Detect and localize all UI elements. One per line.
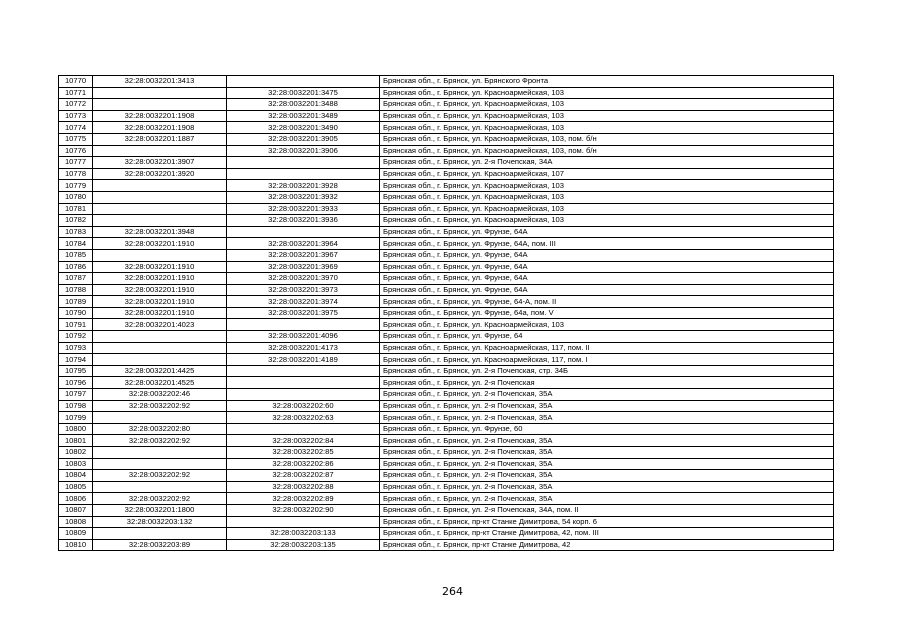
table-row [59, 528, 834, 540]
address-cell: Брянская обл., г. Брянск, ул. Фрунзе, 64 [380, 331, 834, 343]
address-cell: Брянская обл., г. Брянск, ул. Красноармейская, 103 [380, 180, 834, 192]
row-number-cell: 10796 [59, 377, 93, 389]
address-cell: Брянская обл., г. Брянск, ул. 2-я Почепская, 34А, пом. II [380, 504, 834, 516]
cadastral-number-cell: 32:28:0032201:3907 [93, 157, 227, 169]
table-row [59, 261, 834, 273]
table-row [59, 504, 834, 516]
row-number-cell: 10787 [59, 273, 93, 285]
object-cadastral-number-cell: 32:28:0032201:3906 [227, 145, 380, 157]
cadastral-number-cell: 32:28:0032202:92 [93, 470, 227, 482]
table-row [59, 145, 834, 157]
row-number-cell: 10783 [59, 226, 93, 238]
object-cadastral-number-cell: 32:28:0032201:4096 [227, 331, 380, 343]
row-number-cell: 10773 [59, 110, 93, 122]
table-row [59, 284, 834, 296]
address-cell: Брянская обл., г. Брянск, ул. Брянского Фронта [380, 76, 834, 88]
cadastral-number-cell [93, 481, 227, 493]
cadastral-number-cell: 32:28:0032201:4023 [93, 319, 227, 331]
cadastral-number-cell: 32:28:0032201:3948 [93, 226, 227, 238]
address-cell: Брянская обл., г. Брянск, ул. Красноармейская, 103 [380, 87, 834, 99]
object-cadastral-number-cell: 32:28:0032203:133 [227, 528, 380, 540]
address-cell: Брянская обл., г. Брянск, ул. Красноармейская, 103 [380, 215, 834, 227]
object-cadastral-number-cell [227, 76, 380, 88]
row-number-cell: 10788 [59, 284, 93, 296]
table-row [59, 365, 834, 377]
row-number-cell: 10775 [59, 133, 93, 145]
cadastral-number-cell: 32:28:0032201:1910 [93, 238, 227, 250]
table-row [59, 377, 834, 389]
address-cell: Брянская обл., г. Брянск, ул. Фрунзе, 64А [380, 226, 834, 238]
table-row [59, 354, 834, 366]
row-number-cell: 10793 [59, 342, 93, 354]
table-row [59, 133, 834, 145]
table-row [59, 435, 834, 447]
address-cell: Брянская обл., г. Брянск, ул. 2-я Почепская, 35А [380, 493, 834, 505]
row-number-cell: 10804 [59, 470, 93, 482]
address-cell: Брянская обл., г. Брянск, ул. Фрунзе, 64А [380, 249, 834, 261]
object-cadastral-number-cell: 32:28:0032202:87 [227, 470, 380, 482]
row-number-cell: 10772 [59, 99, 93, 111]
address-cell: Брянская обл., г. Брянск, ул. Красноармейская, 107 [380, 168, 834, 180]
object-cadastral-number-cell: 32:28:0032201:4173 [227, 342, 380, 354]
cadastral-number-cell [93, 331, 227, 343]
object-cadastral-number-cell: 32:28:0032202:63 [227, 412, 380, 424]
table-row [59, 180, 834, 192]
cadastral-number-cell [93, 342, 227, 354]
cadastral-number-cell: 32:28:0032201:4425 [93, 365, 227, 377]
object-cadastral-number-cell: 32:28:0032201:3489 [227, 110, 380, 122]
table-row [59, 99, 834, 111]
address-cell: Брянская обл., г. Брянск, ул. Красноармейская, 103 [380, 191, 834, 203]
cadastral-number-cell [93, 145, 227, 157]
row-number-cell: 10784 [59, 238, 93, 250]
address-cell: Брянская обл., г. Брянск, ул. 2-я Почепская, 35А [380, 458, 834, 470]
cadastral-number-cell [93, 412, 227, 424]
object-cadastral-number-cell [227, 516, 380, 528]
table-row [59, 331, 834, 343]
address-cell: Брянская обл., г. Брянск, ул. 2-я Почепская, 35А [380, 400, 834, 412]
address-cell: Брянская обл., г. Брянск, ул. Красноармейская, 117, пом. I [380, 354, 834, 366]
table-row [59, 423, 834, 435]
table-row [59, 76, 834, 88]
address-cell: Брянская обл., г. Брянск, ул. Красноармейская, 103 [380, 99, 834, 111]
row-number-cell: 10786 [59, 261, 93, 273]
address-cell: Брянская обл., г. Брянск, пр-кт Станке Димитрова, 54 корп. 6 [380, 516, 834, 528]
cadastral-number-cell [93, 180, 227, 192]
cadastral-number-cell: 32:28:0032201:3920 [93, 168, 227, 180]
row-number-cell: 10808 [59, 516, 93, 528]
page-number: 264 [442, 585, 463, 598]
object-cadastral-number-cell: 32:28:0032202:86 [227, 458, 380, 470]
address-cell: Брянская обл., г. Брянск, ул. Фрунзе, 64А [380, 284, 834, 296]
address-cell: Брянская обл., г. Брянск, ул. Фрунзе, 64А, пом. III [380, 238, 834, 250]
cadastral-number-cell [93, 203, 227, 215]
object-cadastral-number-cell: 32:28:0032201:3973 [227, 284, 380, 296]
cadastral-table [58, 75, 834, 551]
object-cadastral-number-cell [227, 365, 380, 377]
cadastral-number-cell: 32:28:0032201:3413 [93, 76, 227, 88]
object-cadastral-number-cell: 32:28:0032201:4189 [227, 354, 380, 366]
table-row [59, 307, 834, 319]
cadastral-number-cell [93, 458, 227, 470]
object-cadastral-number-cell [227, 423, 380, 435]
cadastral-number-cell: 32:28:0032202:46 [93, 389, 227, 401]
object-cadastral-number-cell: 32:28:0032202:89 [227, 493, 380, 505]
table-row [59, 122, 834, 134]
row-number-cell: 10777 [59, 157, 93, 169]
cadastral-number-cell: 32:28:0032202:80 [93, 423, 227, 435]
object-cadastral-number-cell: 32:28:0032201:3969 [227, 261, 380, 273]
row-number-cell: 10802 [59, 447, 93, 459]
cadastral-number-cell [93, 99, 227, 111]
cadastral-number-cell: 32:28:0032201:1910 [93, 273, 227, 285]
row-number-cell: 10770 [59, 76, 93, 88]
address-cell: Брянская обл., г. Брянск, ул. 2-я Почепская, стр. 34Б [380, 365, 834, 377]
object-cadastral-number-cell: 32:28:0032201:3970 [227, 273, 380, 285]
cadastral-number-cell: 32:28:0032201:1910 [93, 284, 227, 296]
address-cell: Брянская обл., г. Брянск, ул. 2-я Почепская [380, 377, 834, 389]
row-number-cell: 10794 [59, 354, 93, 366]
row-number-cell: 10785 [59, 249, 93, 261]
cadastral-number-cell [93, 354, 227, 366]
object-cadastral-number-cell: 32:28:0032201:3932 [227, 191, 380, 203]
table-row [59, 342, 834, 354]
address-cell: Брянская обл., г. Брянск, ул. 2-я Почепская, 35А [380, 470, 834, 482]
cadastral-number-cell: 32:28:0032201:1908 [93, 122, 227, 134]
row-number-cell: 10798 [59, 400, 93, 412]
cadastral-number-cell: 32:28:0032202:92 [93, 435, 227, 447]
table-row [59, 481, 834, 493]
table-row [59, 493, 834, 505]
address-cell: Брянская обл., г. Брянск, ул. Красноармейская, 103 [380, 122, 834, 134]
row-number-cell: 10771 [59, 87, 93, 99]
table-row [59, 458, 834, 470]
row-number-cell: 10807 [59, 504, 93, 516]
object-cadastral-number-cell [227, 389, 380, 401]
address-cell: Брянская обл., г. Брянск, ул. Фрунзе, 64-А, пом. II [380, 296, 834, 308]
cadastral-number-cell: 32:28:0032202:92 [93, 493, 227, 505]
cadastral-number-cell [93, 528, 227, 540]
address-cell: Брянская обл., г. Брянск, ул. Красноармейская, 103 [380, 319, 834, 331]
row-number-cell: 10803 [59, 458, 93, 470]
cadastral-number-cell: 32:28:0032202:92 [93, 400, 227, 412]
address-cell: Брянская обл., г. Брянск, ул. Красноармейская, 117, пом. II [380, 342, 834, 354]
cadastral-number-cell: 32:28:0032201:1800 [93, 504, 227, 516]
cadastral-number-cell [93, 447, 227, 459]
address-cell: Брянская обл., г. Брянск, ул. 2-я Почепская, 35А [380, 447, 834, 459]
table-row [59, 412, 834, 424]
cadastral-number-cell [93, 249, 227, 261]
address-cell: Брянская обл., г. Брянск, ул. Фрунзе, 60 [380, 423, 834, 435]
row-number-cell: 10779 [59, 180, 93, 192]
row-number-cell: 10774 [59, 122, 93, 134]
address-cell: Брянская обл., г. Брянск, ул. 2-я Почепская, 35А [380, 412, 834, 424]
object-cadastral-number-cell [227, 226, 380, 238]
object-cadastral-number-cell: 32:28:0032201:3967 [227, 249, 380, 261]
object-cadastral-number-cell: 32:28:0032202:84 [227, 435, 380, 447]
object-cadastral-number-cell: 32:28:0032201:3933 [227, 203, 380, 215]
cadastral-number-cell [93, 215, 227, 227]
table-row [59, 516, 834, 528]
object-cadastral-number-cell: 32:28:0032201:3488 [227, 99, 380, 111]
cadastral-number-cell: 32:28:0032201:1887 [93, 133, 227, 145]
row-number-cell: 10799 [59, 412, 93, 424]
row-number-cell: 10791 [59, 319, 93, 331]
cadastral-number-cell: 32:28:0032201:1910 [93, 296, 227, 308]
address-cell: Брянская обл., г. Брянск, ул. Красноармейская, 103 [380, 110, 834, 122]
cadastral-number-cell: 32:28:0032201:1910 [93, 307, 227, 319]
object-cadastral-number-cell [227, 377, 380, 389]
object-cadastral-number-cell: 32:28:0032202:60 [227, 400, 380, 412]
address-cell: Брянская обл., г. Брянск, ул. 2-я Почепская, 35А [380, 389, 834, 401]
row-number-cell: 10778 [59, 168, 93, 180]
cadastral-number-cell [93, 191, 227, 203]
object-cadastral-number-cell: 32:28:0032202:90 [227, 504, 380, 516]
row-number-cell: 10809 [59, 528, 93, 540]
cadastral-number-cell: 32:28:0032201:1910 [93, 261, 227, 273]
table-row [59, 87, 834, 99]
cadastral-number-cell [93, 87, 227, 99]
table-row [59, 238, 834, 250]
object-cadastral-number-cell [227, 168, 380, 180]
object-cadastral-number-cell [227, 157, 380, 169]
table-body [59, 76, 834, 551]
row-number-cell: 10801 [59, 435, 93, 447]
table-row [59, 296, 834, 308]
table-row [59, 157, 834, 169]
row-number-cell: 10792 [59, 331, 93, 343]
cadastral-number-cell: 32:28:0032203:89 [93, 539, 227, 551]
object-cadastral-number-cell: 32:28:0032201:3974 [227, 296, 380, 308]
address-cell: Брянская обл., г. Брянск, ул. Красноармейская, 103 [380, 203, 834, 215]
table-row [59, 400, 834, 412]
address-cell: Брянская обл., г. Брянск, ул. 2-я Почепская, 35А [380, 481, 834, 493]
object-cadastral-number-cell: 32:28:0032203:135 [227, 539, 380, 551]
table-row [59, 168, 834, 180]
row-number-cell: 10782 [59, 215, 93, 227]
row-number-cell: 10805 [59, 481, 93, 493]
row-number-cell: 10810 [59, 539, 93, 551]
object-cadastral-number-cell: 32:28:0032202:85 [227, 447, 380, 459]
row-number-cell: 10780 [59, 191, 93, 203]
address-cell: Брянская обл., г. Брянск, ул. Фрунзе, 64А [380, 261, 834, 273]
address-cell: Брянская обл., г. Брянск, ул. Фрунзе, 64а, пом. V [380, 307, 834, 319]
row-number-cell: 10806 [59, 493, 93, 505]
row-number-cell: 10790 [59, 307, 93, 319]
row-number-cell: 10776 [59, 145, 93, 157]
table-row [59, 447, 834, 459]
table-row [59, 539, 834, 551]
object-cadastral-number-cell: 32:28:0032201:3905 [227, 133, 380, 145]
cadastral-number-cell: 32:28:0032201:1908 [93, 110, 227, 122]
address-cell: Брянская обл., г. Брянск, пр-кт Станке Димитрова, 42 [380, 539, 834, 551]
table-row [59, 319, 834, 331]
cadastral-number-cell: 32:28:0032201:4525 [93, 377, 227, 389]
address-cell: Брянская обл., г. Брянск, ул. 2-я Почепская, 34А [380, 157, 834, 169]
table-row [59, 110, 834, 122]
table-row [59, 203, 834, 215]
cadastral-number-cell: 32:28:0032203:132 [93, 516, 227, 528]
object-cadastral-number-cell: 32:28:0032201:3490 [227, 122, 380, 134]
object-cadastral-number-cell: 32:28:0032201:3936 [227, 215, 380, 227]
table-row [59, 389, 834, 401]
object-cadastral-number-cell: 32:28:0032201:3975 [227, 307, 380, 319]
table-row [59, 215, 834, 227]
row-number-cell: 10789 [59, 296, 93, 308]
address-cell: Брянская обл., г. Брянск, ул. 2-я Почепская, 35А [380, 435, 834, 447]
object-cadastral-number-cell: 32:28:0032202:88 [227, 481, 380, 493]
table-row [59, 273, 834, 285]
object-cadastral-number-cell: 32:28:0032201:3475 [227, 87, 380, 99]
address-cell: Брянская обл., г. Брянск, ул. Фрунзе, 64А [380, 273, 834, 285]
address-cell: Брянская обл., г. Брянск, ул. Красноармейская, 103, пом. б/н [380, 133, 834, 145]
row-number-cell: 10781 [59, 203, 93, 215]
table-row [59, 249, 834, 261]
object-cadastral-number-cell [227, 319, 380, 331]
table-row [59, 226, 834, 238]
row-number-cell: 10795 [59, 365, 93, 377]
address-cell: Брянская обл., г. Брянск, ул. Красноармейская, 103, пом. б/н [380, 145, 834, 157]
object-cadastral-number-cell: 32:28:0032201:3964 [227, 238, 380, 250]
address-cell: Брянская обл., г. Брянск, пр-кт Станке Димитрова, 42, пом. III [380, 528, 834, 540]
table-row [59, 470, 834, 482]
table-row [59, 191, 834, 203]
row-number-cell: 10800 [59, 423, 93, 435]
row-number-cell: 10797 [59, 389, 93, 401]
object-cadastral-number-cell: 32:28:0032201:3928 [227, 180, 380, 192]
